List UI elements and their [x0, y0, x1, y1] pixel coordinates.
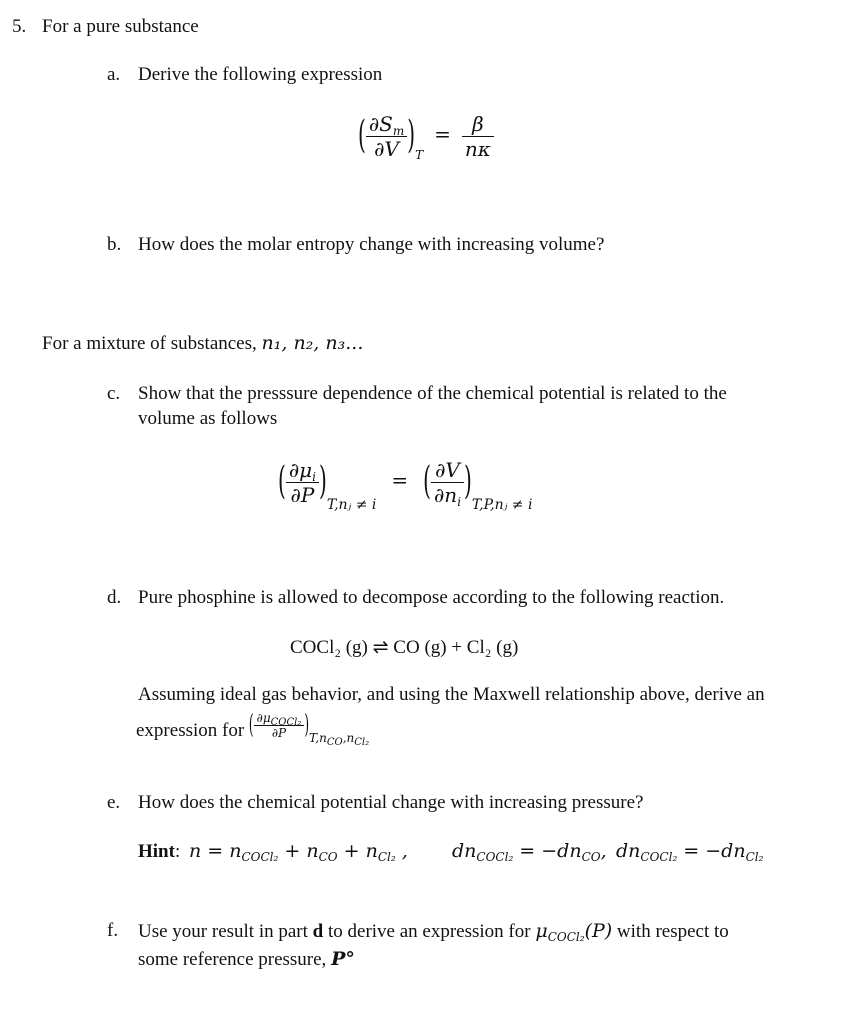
part-d-text: Pure phosphine is allowed to decompose according to the following reaction. [138, 587, 725, 608]
hint-differential-1: $dn_{COCl_2} = -dn_{CO}$, [452, 840, 607, 864]
part-c-line1: Show that the presssure dependence of the chemical potential is related to the [138, 383, 727, 404]
part-c-label: c. [107, 383, 121, 404]
part-d-expression: expression for ( $\frac{\partial\mu_{COCl_2}}{\partial P}$ )$T,n_{CO},n_{Cl_2}$ [136, 708, 370, 749]
equation-c: ( $\frac{\partial\mu_i}{\partial P}$ )$_{T,nⱼ \ne i}$ = ( $\frac{\partial V}{\partial n_i}$ )$_{T,P,nⱼ \ne i}$ [278, 457, 533, 514]
part-f-label: f. [107, 920, 119, 941]
part-b-label: b. [107, 234, 122, 255]
part-b-text: How does the molar entropy change with increasing volume? [138, 234, 605, 255]
equation-a: ( $\frac{\partial S_m}{\partial V}$ )$_T$ = $\frac{\beta}{n\kappa}$ [358, 112, 494, 161]
part-c-line2: volume as follows [138, 408, 278, 429]
part-d-label: d. [107, 587, 122, 608]
part-a-text: Derive the following expression [138, 64, 383, 85]
part-e-text: How does the chemical potential change with increasing pressure? [138, 792, 644, 813]
hint-differential-2: $dn_{COCl_2} = -dn_{Cl_2}$ [616, 840, 764, 864]
hint-line: Hint: $n = n_{COCl_2} + n_{CO} + n_{Cl_2}$ , [138, 840, 408, 864]
part-f-line1: Use your result in part d to derive an expression for $\mu_{COCl_2}(P)$ with respect to [138, 920, 729, 944]
part-e-label: e. [107, 792, 121, 813]
part-f-line2: some reference pressure, P° [138, 948, 355, 970]
part-a-label: a. [107, 64, 121, 85]
part-d-line1: Assuming ideal gas behavior, and using the Maxwell relationship above, derive an [138, 684, 765, 705]
hint-label: Hint [138, 841, 175, 862]
question-title: For a pure substance [42, 16, 199, 37]
mixture-statement: For a mixture of substances, n₁, n₂, n₃... [42, 332, 364, 354]
question-number: 5. [12, 16, 27, 37]
reaction-equation: COCl₂ (g) ⇌ CO (g) + Cl₂ (g) [290, 637, 519, 658]
